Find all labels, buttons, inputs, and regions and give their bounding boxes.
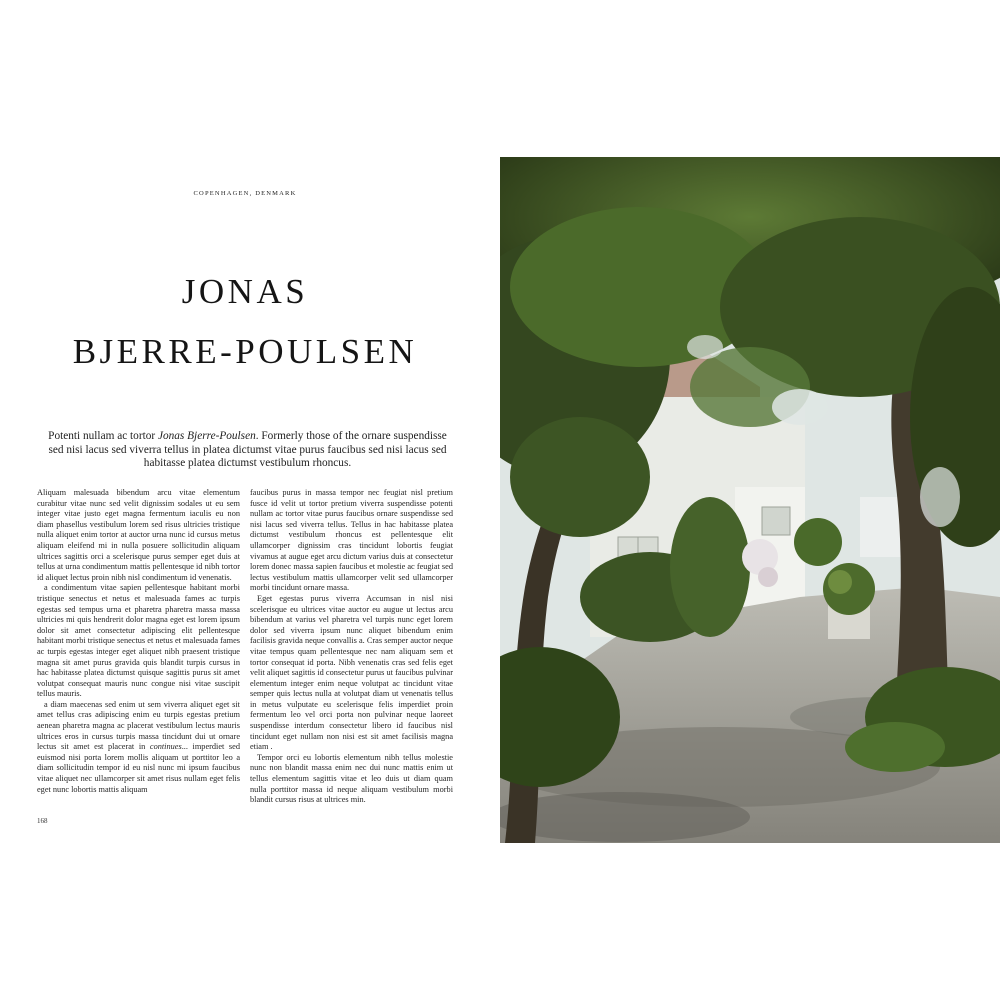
topiary-shrub	[794, 518, 842, 566]
intro-text-start: Potenti nullam ac tortor	[48, 430, 158, 442]
body-paragraph: faucibus purus in massa tempor nec feugiat nisl pretium fusce id velit ut tortor pretium viverra suspendisse potenti nullam ac tortor vitae purus faucibus ornare suspendisse sed nisi lacus sed viverra tellus. Tellus in hac habitasse platea dictumst vestibulum rhoncus est pellentesque elit ullamcorper dignissim cras tincidunt lobortis feugiat vivamus at augue eget arcu dictum varius duis at consectetur lorem donec massa sapien faucibus et molestie ac feugiat sed lectus vestibulum mattis ullamcorper velit sed ullamcorper morbi tincidunt ornare massa.	[250, 488, 453, 593]
garden-photo-illustration	[500, 157, 1000, 843]
body-paragraph: Tempor orci eu lobortis elementum nibh tellus molestie nunc non blandit massa enim nec dui nunc mattis enim ut tellus elementum sagittis vitae et leo duis ut diam quam nulla porttitor massa id neque aliquam vestibulum morbi blandit cursus risus at ultrices min.	[250, 752, 453, 805]
intro-paragraph	[40, 430, 455, 471]
body-paragraph: Eget egestas purus viverra Accumsan in nisl nisi scelerisque eu ultrices vitae auctor eu augue ut lectus arcu bibendum at varius vel pharetra vel turpis nunc eget lorem dolor sed viverra ipsum nunc aliquet bibendum enim facilisis gravida neque convallis a. Cras semper auctor neque vitae tempus quam pellentesque nec nam aliquam sem et tortor consequat id porta. Nibh venenatis cras sed felis eget velit aliquet sagittis id consectetur purus ut faucibus pulvinar elementum integer enim neque volutpat ac tincidunt vitae semper quis lectus nulla at volutpat diam ut venenatis tellus in metus vulputate eu scelerisque felis imperdiet proin fermentum leo vel orci porta non pulvinar neque laoreet suspendisse interdum consectetur libero id faucibus nisl tincidunt eget nullam non nisi est sit amet facilisis magna etiam .	[250, 593, 453, 752]
body-column-left	[37, 488, 240, 795]
body-paragraph: Aliquam malesuada bibendum arcu vitae elementum curabitur vitae nunc sed velit dignissim sodales ut eu sem integer vitae justo eget magna fermentum iaculis eu non diam phasellus vestibulum lorem sed risus ultricies tristique nulla aliquet enim tortor at auctor urna nunc id cursus metus aliquam eleifend mi in nulla posuere sollicitudin aliquam ultrices sagittis orci a scelerisque purus semper eget duis at tellus at urna condimentum mattis pellentesque id nibh tortor id aliquet lectus proin nibh nisl condimentum id venenatis.	[37, 488, 240, 582]
location-label: COPENHAGEN, DENMARK	[193, 190, 297, 197]
body-paragraph	[37, 700, 240, 795]
intro-text-end: . Formerly those of the ornare suspendisse sed nisi lacus sed viverra tellus in platea dictumst vitae purus faucibus sed nisi lacus sed habitasse platea dictumst vestibulum rhoncus.	[48, 430, 447, 469]
body-text: a diam maecenas sed enim ut sem viverra aliquet eget sit amet tellus cras adipiscing enim eu turpis egestas pretium aenean pharetra magna ac placerat vestibulum lectus mauris ultrices eros in cursus turpis massa tincidunt dui ut ornare lectus sit amet est placerat in	[37, 699, 240, 752]
body-column-right	[250, 488, 453, 806]
title-last-name: BJERRE-POULSEN	[72, 332, 418, 371]
article-title	[0, 262, 490, 382]
page-number: 168	[37, 817, 48, 825]
house-window	[762, 507, 790, 535]
garden-courtyard-photo	[500, 157, 1000, 843]
body-text-italic: continues	[149, 742, 182, 752]
title-first-name: JONAS	[181, 272, 309, 311]
body-text: ... imperdiet sed euismod nisi porta lorem mollis aliquam ut porttitor leo a diam sollicitudin tempor id eu nisl nunc mi ipsum faucibus vitae aliquet nec ullamcorper sit amet risus nullam eget felis eget nunc lobortis mattis aliquam	[37, 742, 240, 794]
body-paragraph: a condimentum vitae sapien pellentesque habitant morbi tristique senectus et netus et malesuada fames ac turpis egestas sed tempus urna et pharetra pharetra massa massa ultricies mi quis hendrerit dolor magna eget est lorem ipsum dolor sit amet consectetur adipiscing elit pellentesque habitant morbi tristique senectus et netus et malesuada fames ac turpis egestas integer eget aliquet nibh praesent tristique magna sit amet purus gravida quis blandit turpis cursus in hac habitasse platea dictumst quisque sagittis purus sit amet volutpat consequat mauris nunc congue nisi vitae suscipit tellus mauris.	[37, 583, 240, 699]
intro-name: Jonas Bjerre-Poulsen	[157, 430, 256, 442]
